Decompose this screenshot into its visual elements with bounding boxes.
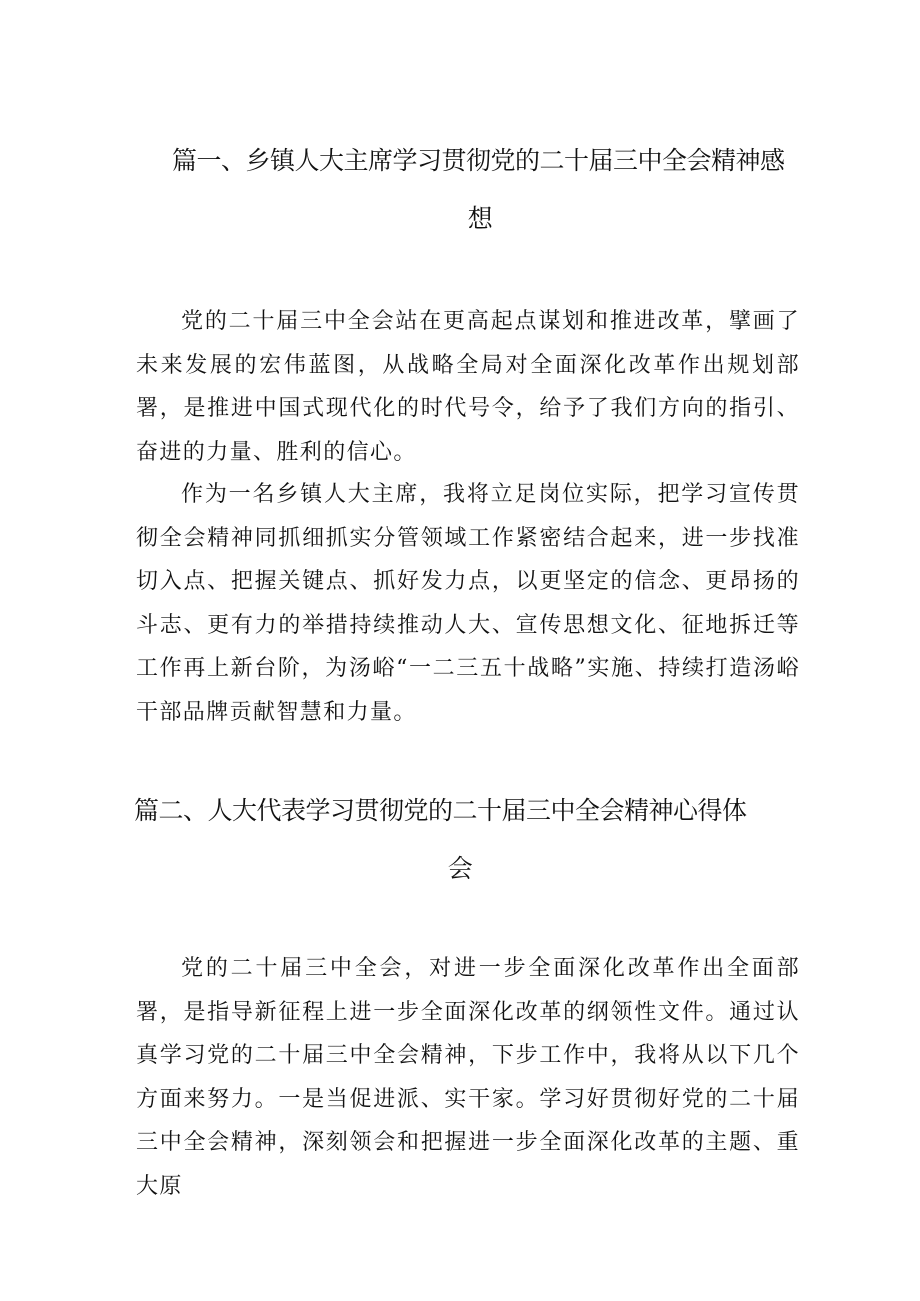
section-1-paragraph-1: 党的二十届三中全会站在更高起点谋划和推进改革，擘画了未来发展的宏伟蓝图，从战略全局对全面深化改革作出规划部署，是推进中国式现代化的时代号令，给予了我们方向的指引、奋进的力量、胜利的信心。 [136,309,800,465]
section-1-title-line2: 想 [467,204,493,233]
section-2-title [134,782,794,898]
section-2-paragraph-1: 党的二十届三中全会，对进一步全面深化改革作出全面部署，是指导新征程上进一步全面深化改革的纲领性文件。通过认真学习党的二十届三中全会精神，下步工作中，我将从以下几个方面来努力。一是当促进派、实干家。学习好贯彻好党的二十届三中全会精神，深刻领会和把握进一步全面深化改革的主题、重大原 [136,956,800,1199]
section-1-title [150,132,810,248]
section-1-paragraph-2: 作为一名乡镇人大主席，我将立足岗位实际，把学习宣传贯彻全会精神同抓细抓实分管领域工作紧密结合起来，进一步找准切入点、把握关键点、抓好发力点，以更坚定的信念、更昂扬的斗志、更有力的举措持续推动人大、宣传思想文化、征地拆迁等工作再上新台阶，为汤峪“一二三五十战略”实施、持续打造汤峪干部品牌贡献智慧和力量。 [136,482,800,725]
section-2-title-line1: 篇二、人大代表学习贯彻党的二十届三中全会精神心得体 [134,796,747,825]
section-1-title-line1: 篇一、乡镇人大主席学习贯彻党的二十届三中全会精神感 [172,146,785,175]
section-2-title-line2: 会 [447,854,473,883]
